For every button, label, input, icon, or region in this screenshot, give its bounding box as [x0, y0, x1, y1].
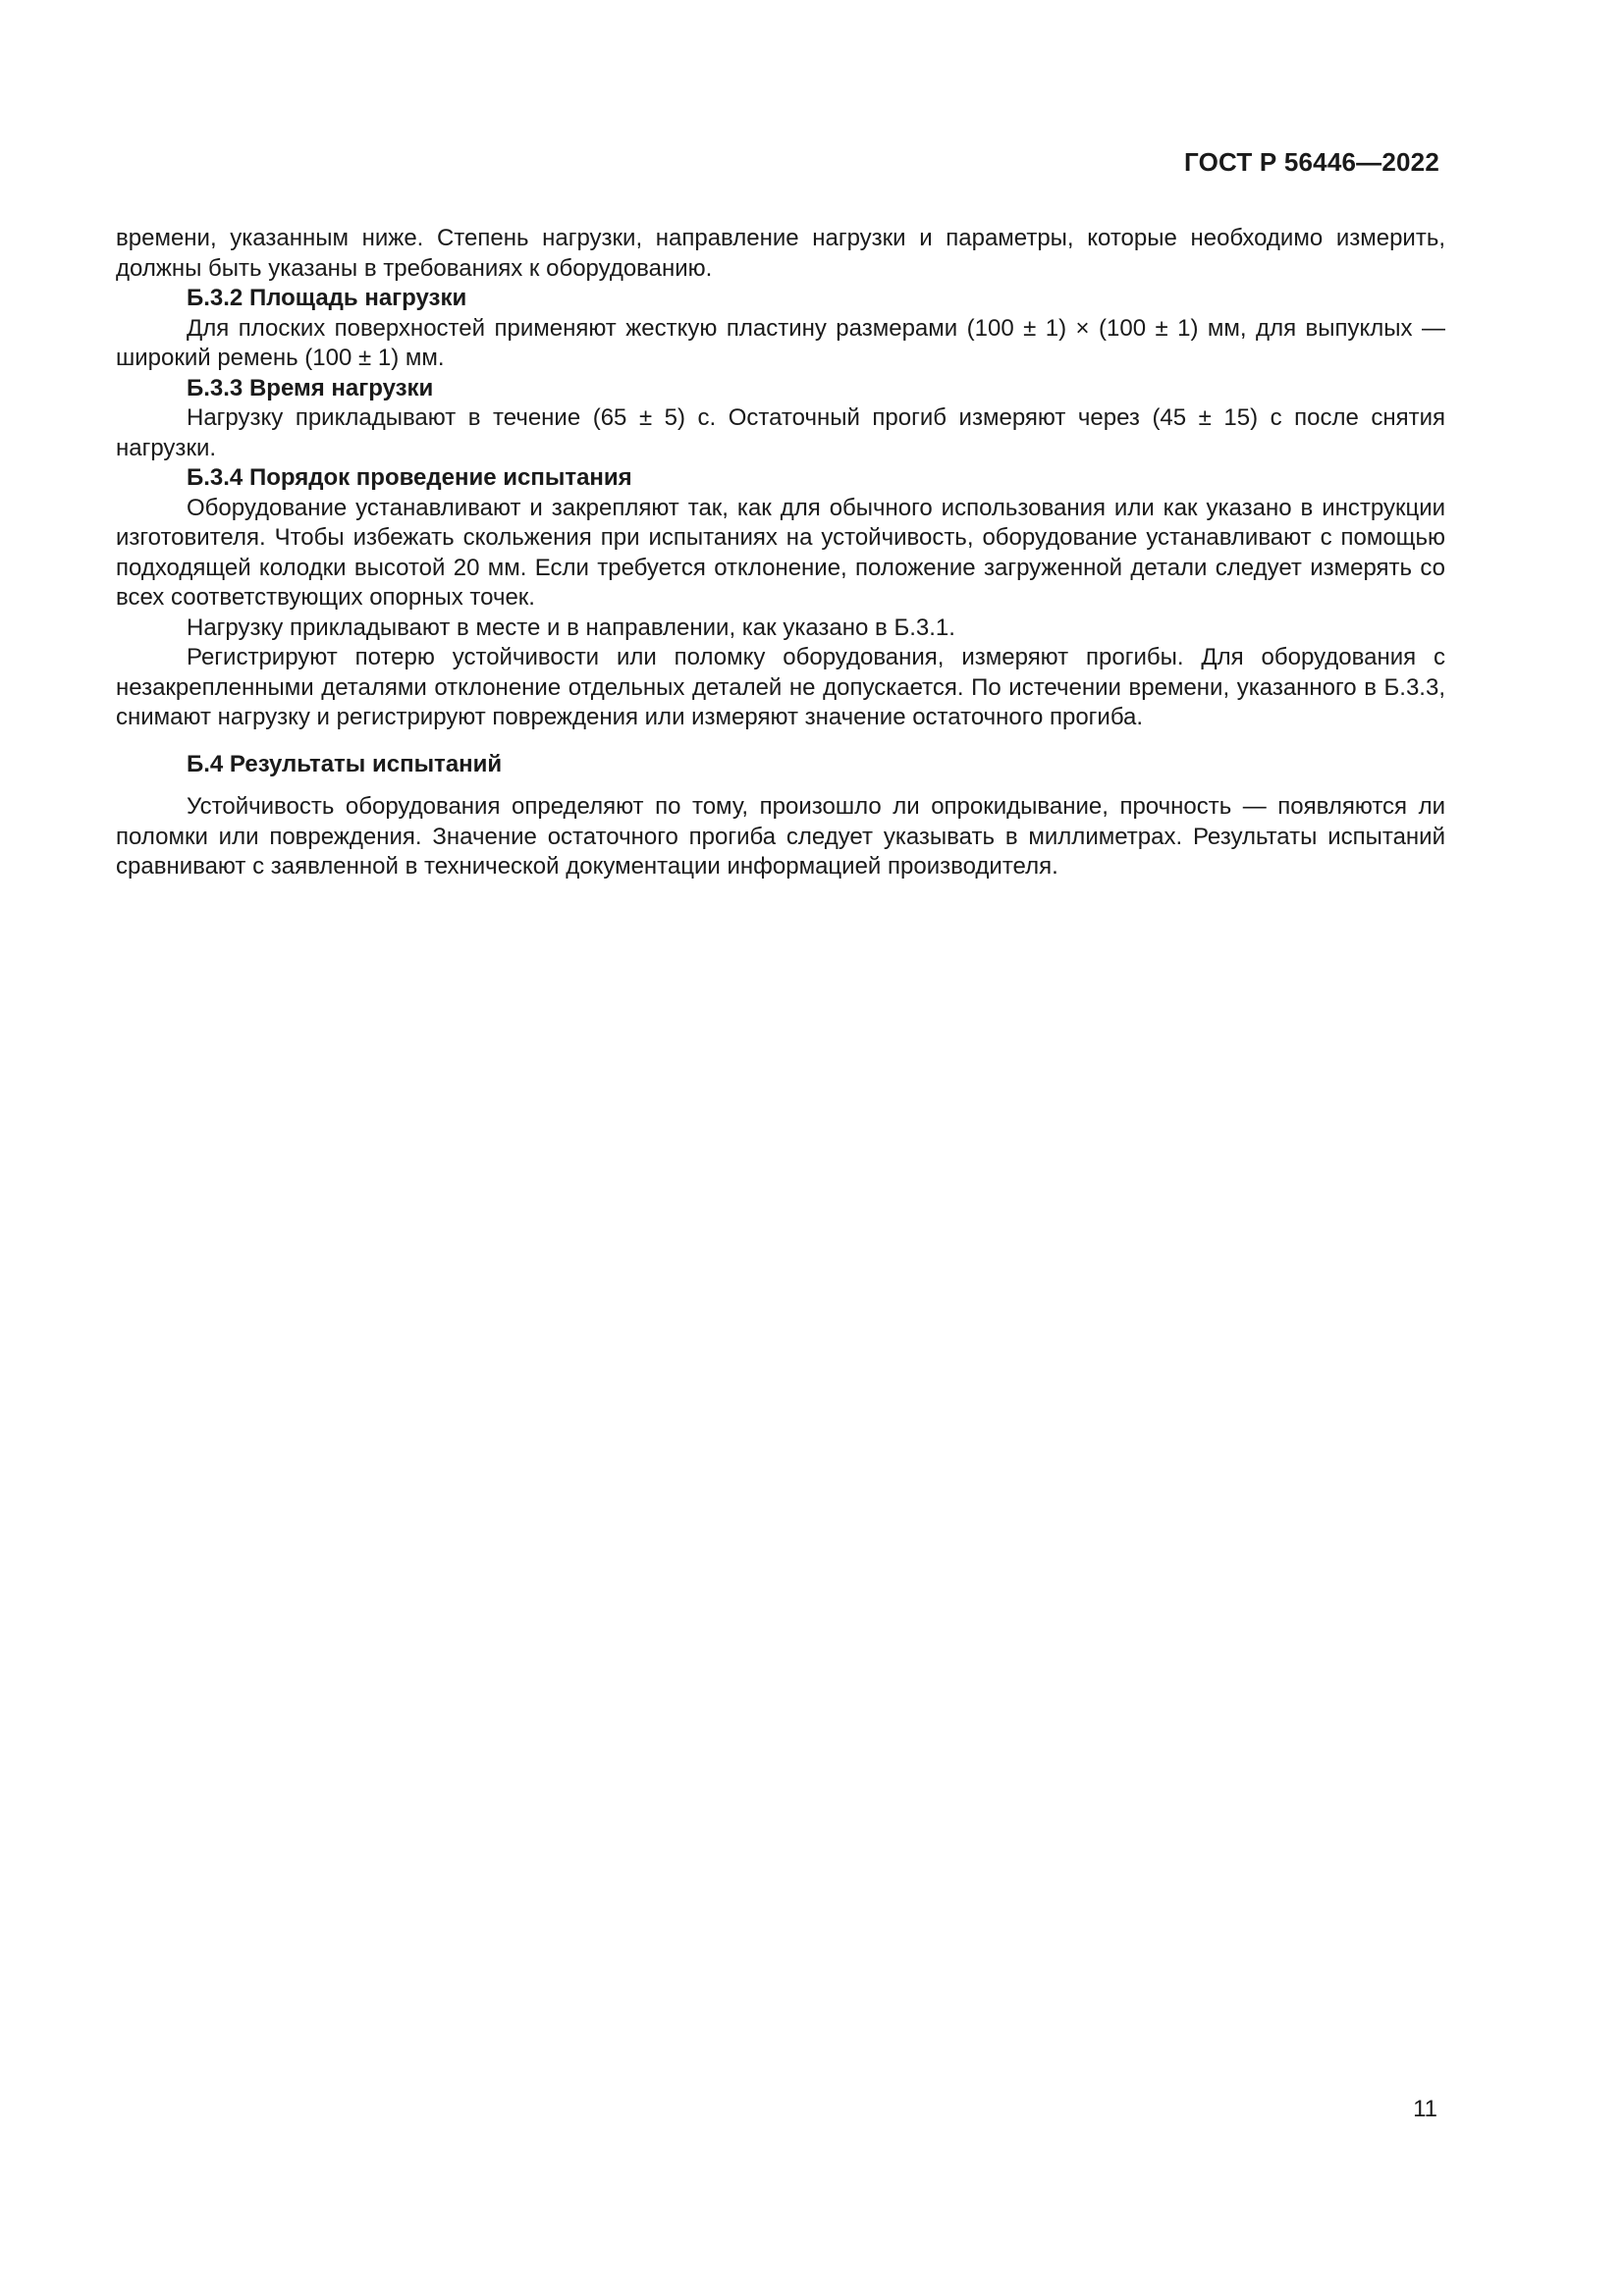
section-heading-b34: Б.3.4 Порядок проведение испытания [187, 464, 632, 491]
section-heading-b33: Б.3.3 Время нагрузки [187, 374, 434, 401]
page-number: 11 [1413, 2096, 1437, 2122]
section-heading-b32: Б.3.2 Площадь нагрузки [187, 285, 467, 311]
paragraph-b34-2: Нагрузку прикладывают в месте и в направлении, как указано в Б.3.1. [187, 614, 955, 641]
document-body [116, 224, 1445, 882]
paragraph-b33: Нагрузку прикладывают в течение (65 ± 5) с. Остаточный прогиб измеряют через (45 ± 15) с после снятия нагрузки. [116, 404, 1445, 461]
continuation-paragraph: времени, указанным ниже. Степень нагрузки, направление нагрузки и параметры, которые необходимо измерить, должны быть указаны в требованиях к оборудованию. [116, 225, 1445, 282]
paragraph-b32: Для плоских поверхностей применяют жесткую пластину размерами (100 ± 1) × (100 ± 1) мм, для выпуклых — широкий ремень (100 ± 1) мм. [116, 314, 1445, 371]
section-heading-b4: Б.4 Результаты испытаний [187, 750, 503, 777]
paragraph-b4: Устойчивость оборудования определяют по тому, произошло ли опрокидывание, прочность — появляются ли поломки или повреждения. Значение остаточного прогиба следует указывать в миллиметрах. Результаты испытаний сравнивают с заявленной в технической документации информацией производителя. [116, 793, 1445, 880]
document-code: ГОСТ Р 56446—2022 [1184, 147, 1439, 177]
paragraph-b34-3: Регистрируют потерю устойчивости или поломку оборудования, измеряют прогибы. Для оборудования с незакрепленными деталями отклонение отдельных деталей не допускается. По истечении времени, указанного в Б.3.3, снимают нагрузку и регистрируют повреждения или измеряют значение остаточного прогиба. [116, 644, 1445, 730]
paragraph-b34-1: Оборудование устанавливают и закрепляют так, как для обычного использования или как указано в инструкции изготовителя. Чтобы избежать скольжения при испытаниях на устойчивость, оборудование устанавливают с помощью подходящей колодки высотой 20 мм. Если требуется отклонение, положение загруженной детали следует измерять со всех соответствующих опорных точек. [116, 494, 1445, 611]
